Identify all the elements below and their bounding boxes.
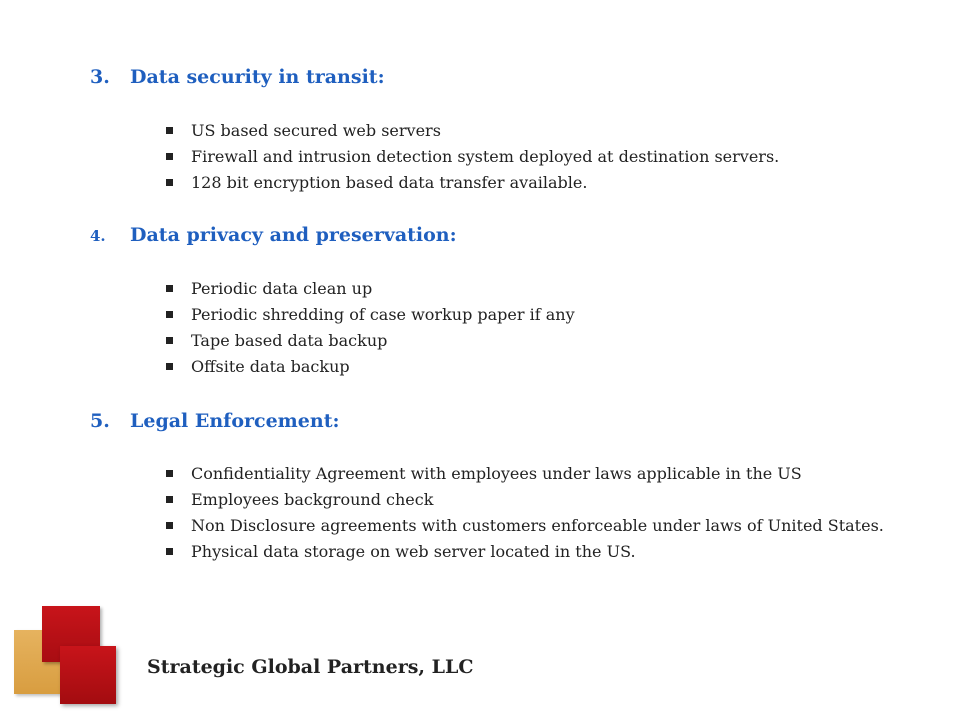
- list-item: [160, 491, 903, 508]
- bullet-icon: [166, 311, 173, 318]
- bullet-icon: [166, 179, 173, 186]
- bullet-icon: [166, 363, 173, 370]
- section-5-number: 5.: [90, 410, 110, 432]
- list-item-text: Periodic data clean up: [191, 279, 373, 298]
- list-item-text: Confidentiality Agreement with employees under laws applicable in the US: [191, 464, 802, 483]
- section-4-list: [160, 280, 903, 375]
- bullet-icon: [166, 337, 173, 344]
- section-3-list: [160, 122, 903, 191]
- list-item: [160, 332, 903, 349]
- list-item-text: Firewall and intrusion detection system deployed at destination servers.: [191, 147, 780, 166]
- section-5-title: Legal Enforcement:: [130, 410, 340, 432]
- list-item-text: Periodic shredding of case workup paper if any: [191, 305, 575, 324]
- bullet-icon: [166, 522, 173, 529]
- list-item: [160, 517, 903, 534]
- bullet-icon: [166, 153, 173, 160]
- section-5-heading: [90, 410, 339, 432]
- company-name: Strategic Global Partners, LLC: [147, 656, 474, 678]
- list-item-text: Non Disclosure agreements with customers enforceable under laws of United States.: [191, 516, 884, 535]
- bullet-icon: [166, 496, 173, 503]
- section-3-heading: [90, 66, 385, 88]
- section-3-number: 3.: [90, 66, 110, 88]
- list-item-text: Physical data storage on web server located in the US.: [191, 542, 636, 561]
- list-item-text: US based secured web servers: [191, 121, 441, 140]
- bullet-icon: [166, 548, 173, 555]
- list-item: [160, 174, 903, 191]
- list-item: [160, 280, 903, 297]
- list-item: [160, 543, 903, 560]
- list-item: [160, 122, 903, 139]
- section-5-list: [160, 465, 903, 560]
- bullet-icon: [166, 285, 173, 292]
- logo-red-square-bottom: [60, 646, 116, 704]
- bullet-icon: [166, 470, 173, 477]
- list-item: [160, 306, 903, 323]
- section-3-title: Data security in transit:: [130, 66, 385, 88]
- list-item: [160, 358, 903, 375]
- bullet-icon: [166, 127, 173, 134]
- list-item-text: 128 bit encryption based data transfer available.: [191, 173, 588, 192]
- list-item-text: Offsite data backup: [191, 357, 350, 376]
- section-4-heading: [90, 224, 457, 246]
- section-4-number: 4.: [90, 227, 106, 245]
- list-item-text: Employees background check: [191, 490, 434, 509]
- section-4-title: Data privacy and preservation:: [130, 224, 457, 246]
- company-logo: [12, 606, 142, 706]
- list-item: [160, 148, 903, 165]
- list-item: [160, 465, 903, 482]
- list-item-text: Tape based data backup: [191, 331, 388, 350]
